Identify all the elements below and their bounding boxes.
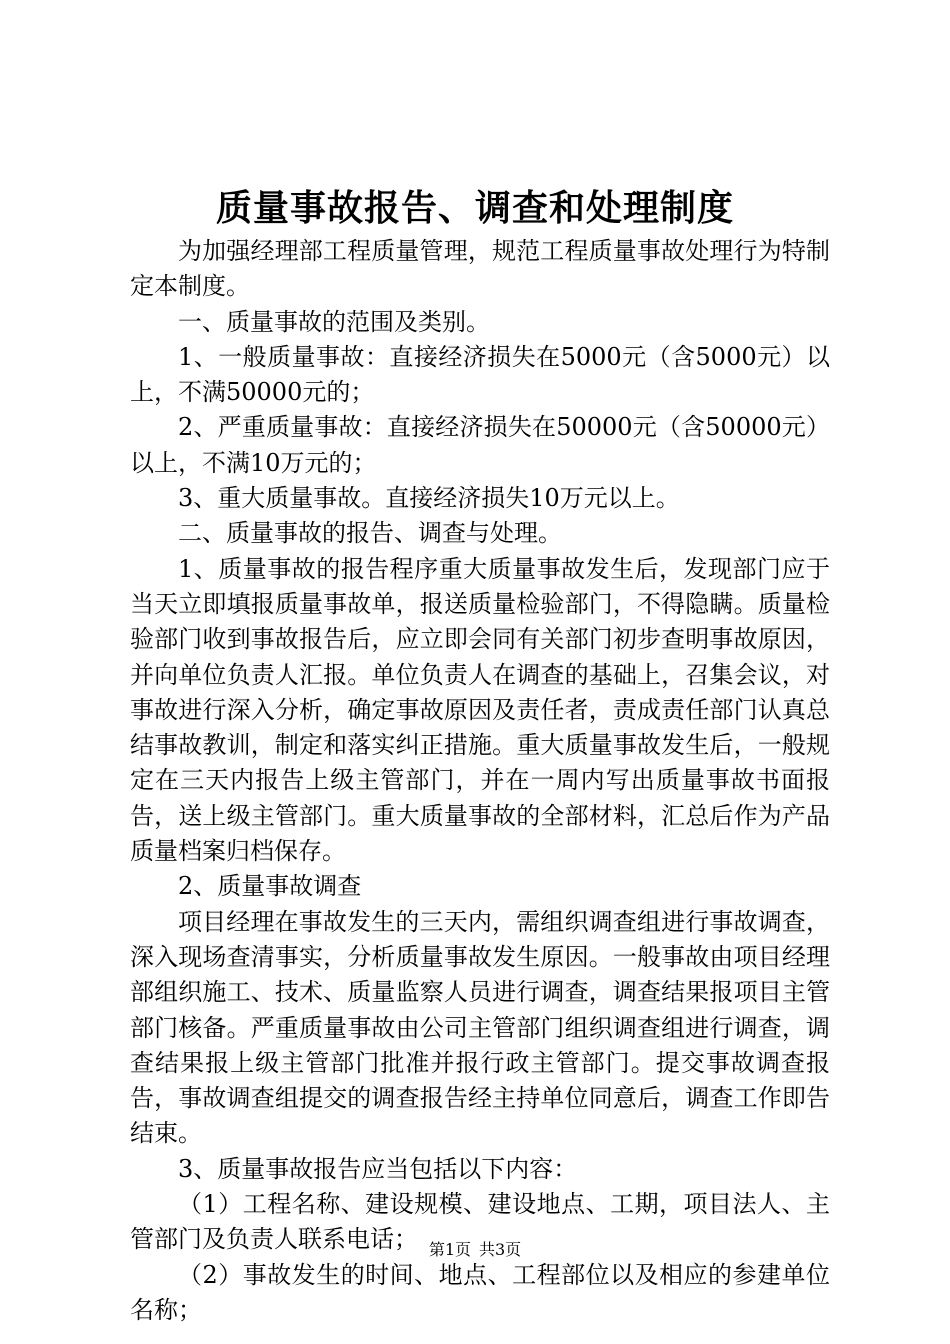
paragraph: （2）事故发生的时间、地点、工程部位以及相应的参建单位名称；: [130, 1260, 830, 1324]
paragraph: 1、一般质量事故：直接经济损失在5000元（含5000元）以上，不满50000元的；: [130, 342, 830, 407]
paragraph: （1）工程名称、建设规模、建设地点、工期，项目法人、主管部门及负责人联系电话；: [130, 1190, 830, 1254]
paragraph: 为加强经理部工程质量管理，规范工程质量事故处理行为特制定本制度。: [130, 237, 830, 301]
paragraph: 2、严重质量事故：直接经济损失在50000元（含50000元）以上，不满10万元的；: [130, 413, 830, 477]
section-heading: 一、质量事故的范围及类别。: [178, 307, 490, 336]
page-number: 第1页: [428, 1240, 471, 1259]
page-total: 共3页: [479, 1240, 522, 1259]
document-title: 质量事故报告、调查和处理制度: [215, 187, 734, 229]
paragraph: 1、质量事故的报告程序重大质量事故发生后，发现部门应于当天立即填报质量事故单，报送质量检验部门，不得隐瞒。质量检验部门收到事故报告后，应立即会同有关部门初步查明事故原因，并向单位负责人汇报。单位负责人在调查的基础上，召集会议，对事故进行深入分析，确定事故原因及责任者，责成责任部门认真总结事故教训，制定和落实纠正措施。重大质量事故发生后，一般规定在三天内报告上级主管部门，并在一周内写出质量事故书面报告，送上级主管部门。重大质量事故的全部材料，汇总后作为产品质量档案归档保存。: [130, 554, 830, 866]
document-body: [130, 234, 830, 1328]
paragraph: 项目经理在事故发生的三天内，需组织调查组进行事故调查，深入现场查清事实，分析质量事故发生原因。一般事故由项目经理部组织施工、技术、质量监察人员进行调查，调查结果报项目主管部门核备。严重质量事故由公司主管部门组织调查组进行调查，调查结果报上级主管部门批准并报行政主管部门。提交事故调查报告，事故调查组提交的调查报告经主持单位同意后，调查工作即告结束。: [130, 907, 830, 1148]
page-footer: [0, 1239, 950, 1261]
section-heading: 二、质量事故的报告、调查与处理。: [178, 519, 562, 548]
subsection-heading: 2、质量事故调查: [178, 872, 362, 901]
paragraph: 3、重大质量事故。直接经济损失10万元以上。: [178, 484, 680, 513]
subsection-heading: 3、质量事故报告应当包括以下内容：: [178, 1154, 578, 1183]
